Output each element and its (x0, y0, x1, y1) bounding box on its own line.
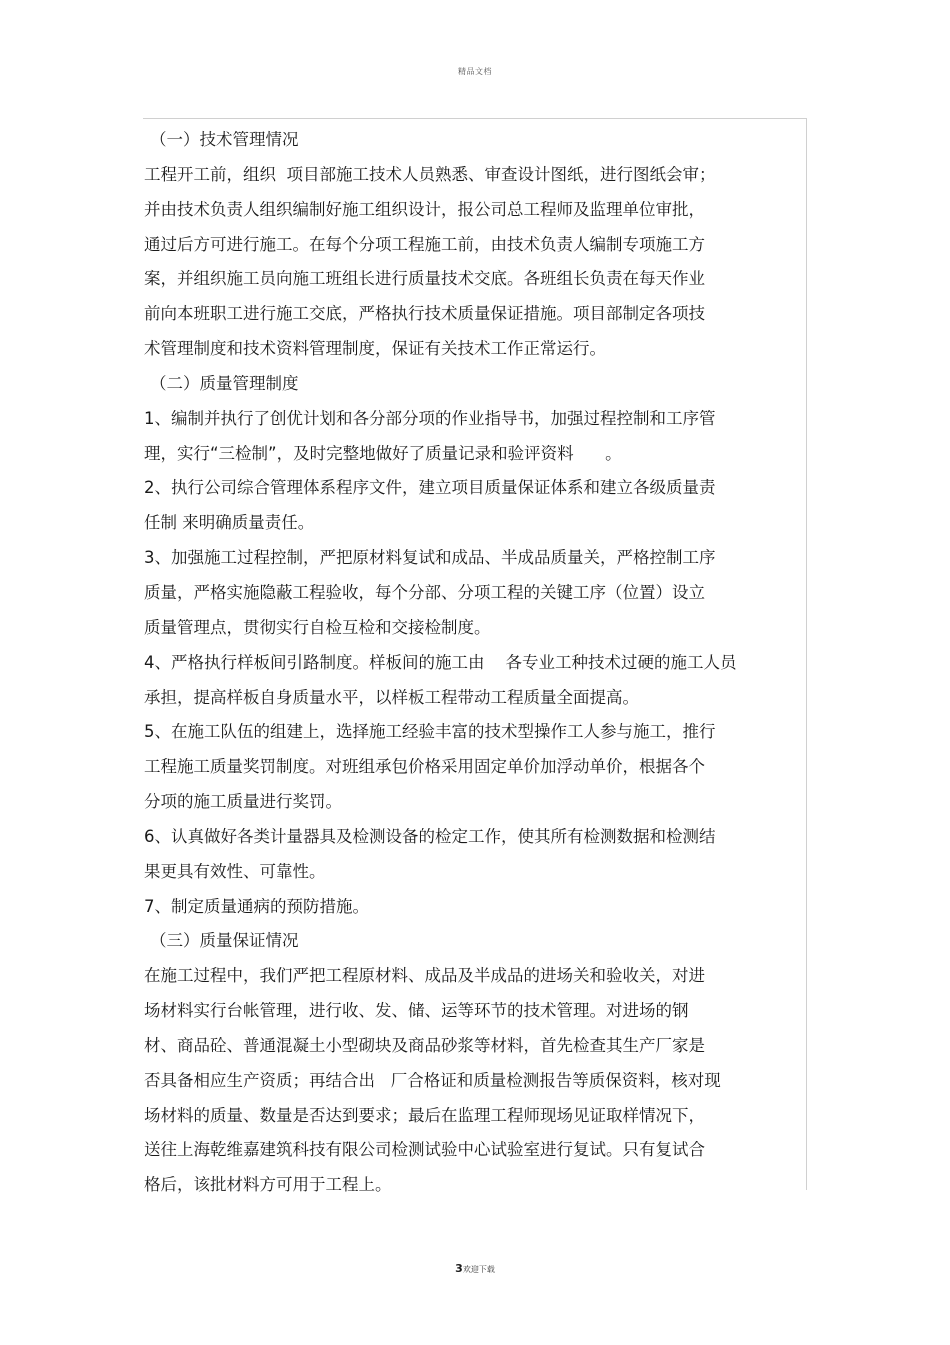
body-text-line: 场材料实行台帐管理，进行收、发、储、运等环节的技术管理。对进场的钢 (144, 1001, 689, 1021)
body-text-line: 3、加强施工过程控制，严把原材料复试和成品、半成品质量关，严格控制工序 (144, 548, 716, 568)
body-text-line: 4、严格执行样板间引路制度。样板间的施工由 各专业工种技术过硬的施工人员 (144, 652, 737, 672)
body-text-line: 分项的施工质量进行奖罚。 (144, 792, 342, 812)
body-text-line: 工程开工前，组织 项目部施工技术人员熟悉、审查设计图纸，进行图纸会审； (144, 164, 716, 184)
body-text-line: 果更具有效性、可靠性。 (144, 861, 326, 881)
body-text-line: 并由技术负责人组织编制好施工组织设计，报公司总工程师及监理单位审批， (144, 199, 705, 219)
document-body (144, 126, 804, 1206)
body-text-line: 6、认真做好各类计量器具及检测设备的检定工作，使其所有检测数据和检测结 (144, 826, 716, 846)
body-text-line: 通过后方可进行施工。在每个分项工程施工前，由技术负责人编制专项施工方 (144, 234, 705, 254)
body-text-line: 质量，严格实施隐蔽工程验收，每个分部、分项工程的关键工序（位置）设立 (144, 582, 705, 602)
footer-note: 欢迎下载 (462, 1265, 495, 1274)
body-text-line: 理，实行“三检制”，及时完整地做好了质量记录和验评资料 。 (144, 443, 622, 463)
body-text-line: 工程施工质量奖罚制度。对班组承包价格采用固定单价加浮动单价，根据各个 (144, 757, 705, 777)
body-text-line: 2、执行公司综合管理体系程序文件，建立项目质量保证体系和建立各级质量责 (144, 478, 716, 498)
body-text-line: 5、在施工队伍的组建上，选择施工经验丰富的技术型操作工人参与施工，推行 (144, 722, 716, 742)
page-footer (0, 1262, 950, 1275)
body-text-line: 在施工过程中，我们严把工程原材料、成品及半成品的进场关和验收关，对进 (144, 966, 705, 986)
body-text-line: 案，并组织施工员向施工班组长进行质量技术交底。各班组长负责在每天作业 (144, 269, 705, 289)
section-heading: （一）技术管理情况 (150, 130, 299, 149)
body-text-line: 否具备相应生产资质；再结合出 厂合格证和质量检测报告等质保资料，核对现 (144, 1070, 721, 1090)
body-text-line: 送往上海乾维嘉建筑科技有限公司检测试验中心试验室进行复试。只有复试合 (144, 1140, 705, 1160)
body-text-line: 1、编制并执行了创优计划和各分部分项的作业指导书，加强过程控制和工序管 (144, 408, 716, 428)
section-heading: （二）质量管理制度 (150, 373, 299, 393)
body-text-line: 7、制定质量通病的预防措施。 (144, 896, 369, 916)
body-text-line: 前向本班职工进行施工交底，严格执行技术质量保证措施。项目部制定各项技 (144, 304, 705, 324)
body-text-line: 场材料的质量、数量是否达到要求；最后在监理工程师现场见证取样情况下， (144, 1105, 705, 1125)
body-text-line: 格后，该批材料方可用于工程上。 (144, 1175, 392, 1195)
body-text-line: 材、商品砼、普通混凝土小型砌块及商品砂浆等材料，首先检查其生产厂家是 (144, 1035, 705, 1055)
body-text-line: 术管理制度和技术资料管理制度，保证有关技术工作正常运行。 (144, 339, 606, 359)
header-watermark: 精品文档 (458, 67, 492, 76)
body-text-line: 质量管理点，贯彻实行自检互检和交接检制度。 (144, 617, 491, 637)
body-text-line: 任制 来明确质量责任。 (144, 513, 315, 533)
section-heading: （三）质量保证情况 (150, 931, 299, 951)
page-number: 3 (455, 1262, 463, 1275)
body-text-line: 承担，提高样板自身质量水平，以样板工程带动工程质量全面提高。 (144, 687, 639, 707)
